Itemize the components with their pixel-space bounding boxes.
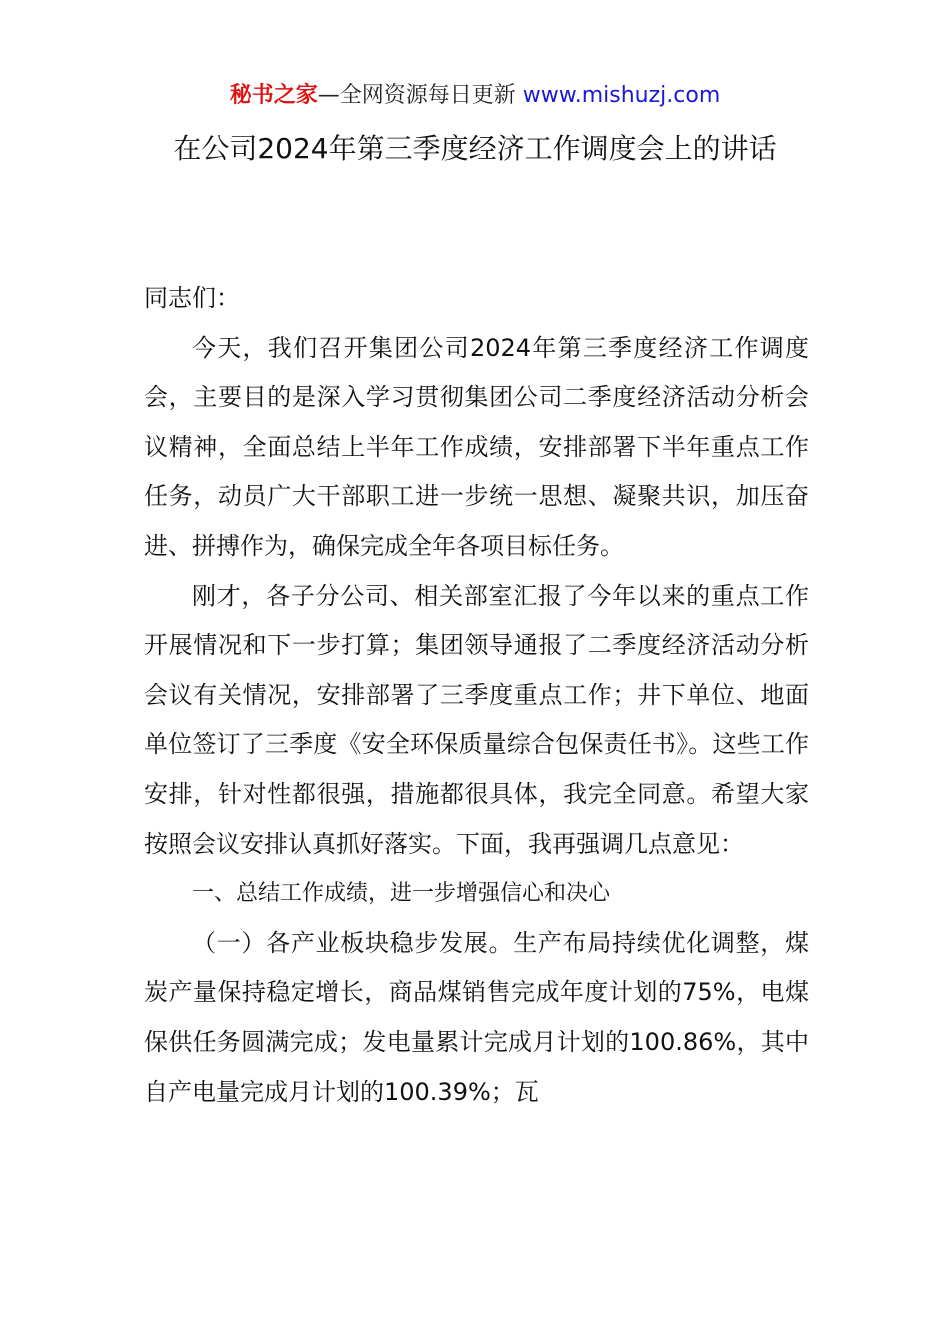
document-body (144, 274, 809, 1117)
banner-tagline: —全网资源每日更新 (317, 83, 516, 108)
site-banner (0, 80, 950, 112)
body-paragraph-summary: 刚才，各子分公司、相关部室汇报了今年以来的重点工作开展情况和下一步打算；集团领导通报了二季度经济活动分析会议有关情况，安排部署了三季度重点工作；井下单位、地面单位签订了三季度《安全环保质量综合包保责任书》。这些工作安排，针对性都很强，措施都很具体，我完全同意。希望大家按照会议安排认真抓好落实。下面，我再强调几点意见： (144, 581, 809, 858)
document-title: 在公司2024年第三季度经济工作调度会上的讲话 (173, 132, 777, 165)
body-paragraph-intro: 今天，我们召开集团公司2024年第三季度经济工作调度会，主要目的是深入学习贯彻集团公司二季度经济活动分析会议精神，全面总结上半年工作成绩，安排部署下半年重点工作任务，动员广大干部职工进一步统一思想、凝聚共识，加压奋进、拼搏作为，确保完成全年各项目标任务。 (144, 333, 809, 560)
banner-url-link[interactable]: www.mishuzj.com (522, 83, 721, 108)
banner-brand: 秘书之家 (229, 83, 318, 108)
section-heading: 一、总结工作成绩，进一步增强信心和决心 (192, 881, 611, 907)
subsection-paragraph: （一）各产业板块稳步发展。生产布局持续优化调整，煤炭产量保持稳定增长，商品煤销售完成年度计划的75%，电煤保供任务圆满完成；发电量累计完成月计划的100.86%，其中自产电量完成月计划的100.39%；瓦 (144, 928, 809, 1106)
salutation: 同志们： (144, 284, 240, 312)
